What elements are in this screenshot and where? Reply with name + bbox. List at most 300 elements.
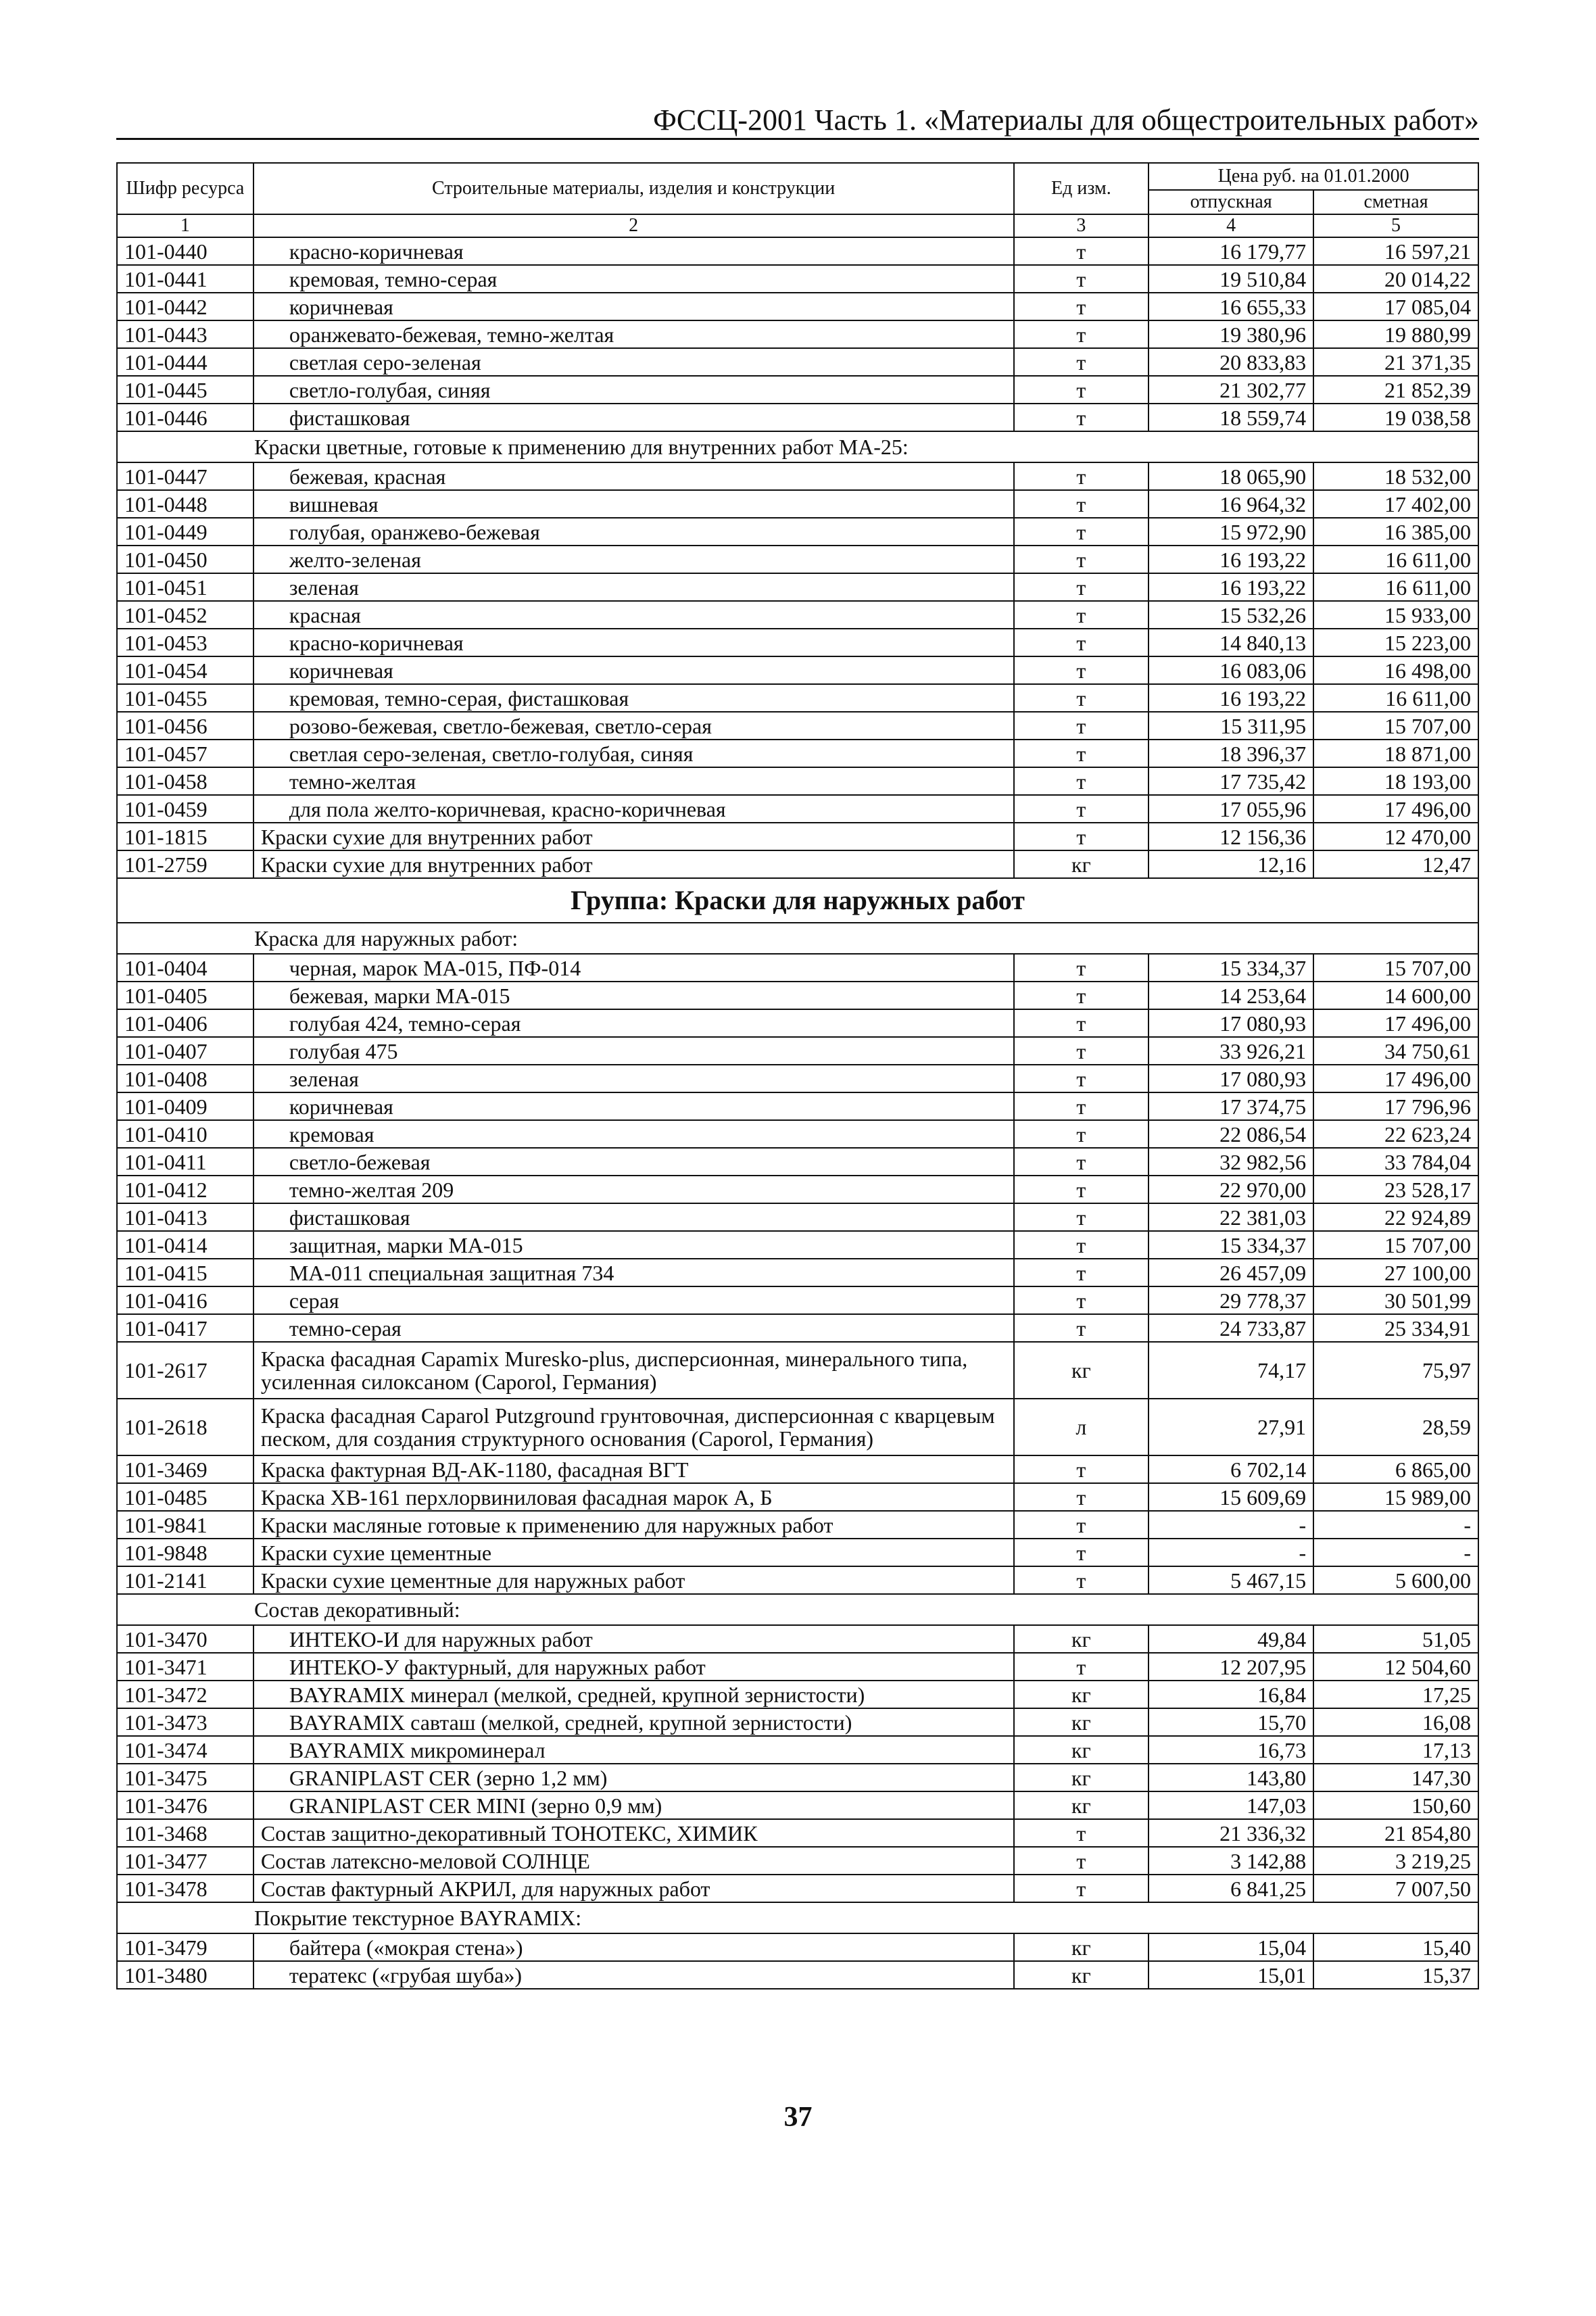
resource-code-cell: 101-0411 xyxy=(117,1148,253,1176)
material-name-cell: кремовая xyxy=(253,1120,1014,1148)
resource-code-cell: 101-0405 xyxy=(117,982,253,1009)
release-price-cell: 15 334,37 xyxy=(1148,954,1313,982)
unit-cell: т xyxy=(1014,546,1149,573)
col-estimate-header: сметная xyxy=(1313,190,1478,214)
material-name-cell: МА-011 специальная защитная 734 xyxy=(253,1259,1014,1286)
resource-code-cell: 101-3469 xyxy=(117,1455,253,1483)
release-price-cell: 12 207,95 xyxy=(1148,1653,1313,1681)
release-price-cell: 17 080,93 xyxy=(1148,1065,1313,1092)
estimate-price-cell: 17,25 xyxy=(1313,1681,1478,1708)
resource-code-cell: 101-0410 xyxy=(117,1120,253,1148)
unit-cell: т xyxy=(1014,1037,1149,1065)
estimate-price-cell: 21 852,39 xyxy=(1313,376,1478,404)
release-price-cell: 32 982,56 xyxy=(1148,1148,1313,1176)
resource-code-cell: 101-0452 xyxy=(117,601,253,629)
section-heading: Краска для наружных работ: xyxy=(117,923,1478,954)
table-row xyxy=(117,265,1478,293)
table-row xyxy=(117,1176,1478,1203)
estimate-price-cell: 17,13 xyxy=(1313,1736,1478,1764)
unit-cell: т xyxy=(1014,767,1149,795)
resource-code-cell: 101-3468 xyxy=(117,1819,253,1847)
table-row xyxy=(117,573,1478,601)
section-heading: Краски цветные, готовые к применению для внутренних работ МА-25: xyxy=(117,431,1478,462)
release-price-cell: 22 381,03 xyxy=(1148,1203,1313,1231)
table-row xyxy=(117,1092,1478,1120)
release-price-cell: 17 735,42 xyxy=(1148,767,1313,795)
release-price-cell: - xyxy=(1148,1539,1313,1566)
estimate-price-cell: 150,60 xyxy=(1313,1791,1478,1819)
table-row xyxy=(117,1875,1478,1902)
unit-cell: т xyxy=(1014,1566,1149,1594)
unit-cell: кг xyxy=(1014,850,1149,878)
release-price-cell: 3 142,88 xyxy=(1148,1847,1313,1875)
release-price-cell: 5 467,15 xyxy=(1148,1566,1313,1594)
release-price-cell: 6 841,25 xyxy=(1148,1875,1313,1902)
material-name-cell: темно-желтая xyxy=(253,767,1014,795)
table-row xyxy=(117,767,1478,795)
release-price-cell: 18 559,74 xyxy=(1148,404,1313,431)
estimate-price-cell: 12 504,60 xyxy=(1313,1653,1478,1681)
section-heading-row xyxy=(117,1594,1478,1625)
unit-cell: т xyxy=(1014,293,1149,320)
material-name-cell: зеленая xyxy=(253,1065,1014,1092)
resource-code-cell: 101-0459 xyxy=(117,795,253,823)
unit-cell: т xyxy=(1014,1314,1149,1342)
estimate-price-cell: 20 014,22 xyxy=(1313,265,1478,293)
unit-cell: т xyxy=(1014,1653,1149,1681)
unit-cell: л xyxy=(1014,1399,1149,1455)
col-price-header: Цена руб. на 01.01.2000 xyxy=(1148,163,1478,190)
estimate-price-cell: 17 496,00 xyxy=(1313,1009,1478,1037)
unit-cell: т xyxy=(1014,1148,1149,1176)
unit-cell: т xyxy=(1014,1203,1149,1231)
release-price-cell: 16,73 xyxy=(1148,1736,1313,1764)
material-name-cell: Краски сухие для внутренних работ xyxy=(253,823,1014,850)
table-row xyxy=(117,1819,1478,1847)
resource-code-cell: 101-0414 xyxy=(117,1231,253,1259)
estimate-price-cell: 16,08 xyxy=(1313,1708,1478,1736)
estimate-price-cell: 21 854,80 xyxy=(1313,1819,1478,1847)
table-row xyxy=(117,1681,1478,1708)
material-name-cell: черная, марок МА-015, ПФ-014 xyxy=(253,954,1014,982)
unit-cell: т xyxy=(1014,1483,1149,1511)
release-price-cell: 16,84 xyxy=(1148,1681,1313,1708)
table-row xyxy=(117,1511,1478,1539)
unit-cell: т xyxy=(1014,1092,1149,1120)
release-price-cell: 19 380,96 xyxy=(1148,320,1313,348)
estimate-price-cell: 23 528,17 xyxy=(1313,1176,1478,1203)
unit-cell: кг xyxy=(1014,1681,1149,1708)
material-name-cell: кремовая, темно-серая, фисташковая xyxy=(253,684,1014,712)
estimate-price-cell: - xyxy=(1313,1511,1478,1539)
table-header xyxy=(117,163,1478,237)
table-row xyxy=(117,629,1478,656)
resource-code-cell: 101-0455 xyxy=(117,684,253,712)
release-price-cell: 18 065,90 xyxy=(1148,462,1313,490)
release-price-cell: 15 334,37 xyxy=(1148,1231,1313,1259)
estimate-price-cell: 18 532,00 xyxy=(1313,462,1478,490)
resource-code-cell: 101-0404 xyxy=(117,954,253,982)
unit-cell: т xyxy=(1014,348,1149,376)
material-name-cell: светло-бежевая xyxy=(253,1148,1014,1176)
release-price-cell: 21 336,32 xyxy=(1148,1819,1313,1847)
release-price-cell: 15 311,95 xyxy=(1148,712,1313,740)
estimate-price-cell: 7 007,50 xyxy=(1313,1875,1478,1902)
unit-cell: т xyxy=(1014,1539,1149,1566)
release-price-cell: 17 080,93 xyxy=(1148,1009,1313,1037)
release-price-cell: 17 055,96 xyxy=(1148,795,1313,823)
resource-code-cell: 101-3472 xyxy=(117,1681,253,1708)
table-row xyxy=(117,546,1478,573)
material-name-cell: фисташковая xyxy=(253,1203,1014,1231)
estimate-price-cell: 17 796,96 xyxy=(1313,1092,1478,1120)
unit-cell: т xyxy=(1014,954,1149,982)
release-price-cell: 16 193,22 xyxy=(1148,573,1313,601)
table-row xyxy=(117,1037,1478,1065)
estimate-price-cell: 16 611,00 xyxy=(1313,546,1478,573)
resource-code-cell: 101-2618 xyxy=(117,1399,253,1455)
estimate-price-cell: 16 597,21 xyxy=(1313,237,1478,265)
section-heading-row xyxy=(117,923,1478,954)
unit-cell: т xyxy=(1014,404,1149,431)
unit-cell: т xyxy=(1014,237,1149,265)
resource-code-cell: 101-0441 xyxy=(117,265,253,293)
table-row xyxy=(117,712,1478,740)
unit-cell: т xyxy=(1014,740,1149,767)
unit-cell: т xyxy=(1014,601,1149,629)
unit-cell: т xyxy=(1014,1009,1149,1037)
table-row xyxy=(117,684,1478,712)
table-row xyxy=(117,954,1478,982)
table-row xyxy=(117,1961,1478,1989)
col-name-header: Строительные материалы, изделия и конструкции xyxy=(253,163,1014,214)
unit-cell: т xyxy=(1014,684,1149,712)
release-price-cell: 12 156,36 xyxy=(1148,823,1313,850)
material-name-cell: BAYRAMIX микроминерал xyxy=(253,1736,1014,1764)
release-price-cell: 16 193,22 xyxy=(1148,684,1313,712)
material-name-cell: темно-желтая 209 xyxy=(253,1176,1014,1203)
material-name-cell: коричневая xyxy=(253,656,1014,684)
estimate-price-cell: 16 385,00 xyxy=(1313,518,1478,546)
table-row xyxy=(117,1539,1478,1566)
estimate-price-cell: 28,59 xyxy=(1313,1399,1478,1455)
material-name-cell: коричневая xyxy=(253,293,1014,320)
table-row xyxy=(117,1566,1478,1594)
estimate-price-cell: 12,47 xyxy=(1313,850,1478,878)
material-name-cell: Краска ХВ-161 перхлорвиниловая фасадная марок А, Б xyxy=(253,1483,1014,1511)
material-name-cell: тератекс («грубая шуба») xyxy=(253,1961,1014,1989)
material-name-cell: розово-бежевая, светло-бежевая, светло-серая xyxy=(253,712,1014,740)
material-name-cell: Состав фактурный АКРИЛ, для наружных работ xyxy=(253,1875,1014,1902)
table-row xyxy=(117,1708,1478,1736)
group-heading: Группа: Краски для наружных работ xyxy=(117,878,1478,923)
release-price-cell: 143,80 xyxy=(1148,1764,1313,1791)
material-name-cell: BAYRAMIX савташ (мелкой, средней, крупной зернистости) xyxy=(253,1708,1014,1736)
resource-code-cell: 101-9848 xyxy=(117,1539,253,1566)
resource-code-cell: 101-0415 xyxy=(117,1259,253,1286)
estimate-price-cell: 15 707,00 xyxy=(1313,1231,1478,1259)
table-row xyxy=(117,376,1478,404)
unit-cell: т xyxy=(1014,629,1149,656)
table-row xyxy=(117,1286,1478,1314)
unit-cell: т xyxy=(1014,518,1149,546)
resource-code-cell: 101-0443 xyxy=(117,320,253,348)
estimate-price-cell: 15,37 xyxy=(1313,1961,1478,1989)
table-row xyxy=(117,1231,1478,1259)
material-name-cell: светлая серо-зеленая, светло-голубая, синяя xyxy=(253,740,1014,767)
material-name-cell: для пола желто-коричневая, красно-коричневая xyxy=(253,795,1014,823)
estimate-price-cell: 21 371,35 xyxy=(1313,348,1478,376)
material-name-cell: темно-серая xyxy=(253,1314,1014,1342)
section-heading-row xyxy=(117,1902,1478,1933)
release-price-cell: 22 970,00 xyxy=(1148,1176,1313,1203)
estimate-price-cell: 18 193,00 xyxy=(1313,767,1478,795)
unit-cell: т xyxy=(1014,265,1149,293)
resource-code-cell: 101-0442 xyxy=(117,293,253,320)
table-row xyxy=(117,823,1478,850)
table-row xyxy=(117,293,1478,320)
release-price-cell: 14 840,13 xyxy=(1148,629,1313,656)
resource-code-cell: 101-3470 xyxy=(117,1625,253,1653)
resource-code-cell: 101-0485 xyxy=(117,1483,253,1511)
table-row xyxy=(117,518,1478,546)
unit-cell: т xyxy=(1014,490,1149,518)
release-price-cell: 27,91 xyxy=(1148,1399,1313,1455)
estimate-price-cell: - xyxy=(1313,1539,1478,1566)
resource-code-cell: 101-2617 xyxy=(117,1342,253,1399)
table-row xyxy=(117,490,1478,518)
release-price-cell: 12,16 xyxy=(1148,850,1313,878)
unit-cell: т xyxy=(1014,823,1149,850)
unit-cell: т xyxy=(1014,712,1149,740)
resource-code-cell: 101-0417 xyxy=(117,1314,253,1342)
material-name-cell: серая xyxy=(253,1286,1014,1314)
table-row xyxy=(117,462,1478,490)
material-name-cell: Краска фасадная Caparol Putzground грунтовочная, дисперсионная с кварцевым песком, для создания структурного основания (Caporol, Германия) xyxy=(253,1399,1014,1455)
estimate-price-cell: 6 865,00 xyxy=(1313,1455,1478,1483)
header-rule xyxy=(116,138,1479,140)
release-price-cell: 16 179,77 xyxy=(1148,237,1313,265)
table-row xyxy=(117,1065,1478,1092)
table-row xyxy=(117,1203,1478,1231)
table-row xyxy=(117,1625,1478,1653)
running-header: ФССЦ-2001 Часть 1. «Материалы для общестроительных работ» xyxy=(653,103,1479,137)
resource-code-cell: 101-0457 xyxy=(117,740,253,767)
resource-code-cell: 101-0456 xyxy=(117,712,253,740)
release-price-cell: 15 972,90 xyxy=(1148,518,1313,546)
resource-code-cell: 101-3478 xyxy=(117,1875,253,1902)
table-row xyxy=(117,1736,1478,1764)
estimate-price-cell: 75,97 xyxy=(1313,1342,1478,1399)
unit-cell: т xyxy=(1014,1847,1149,1875)
release-price-cell: - xyxy=(1148,1511,1313,1539)
resource-code-cell: 101-9841 xyxy=(117,1511,253,1539)
table-row xyxy=(117,1314,1478,1342)
release-price-cell: 74,17 xyxy=(1148,1342,1313,1399)
table-row xyxy=(117,1791,1478,1819)
unit-cell: т xyxy=(1014,656,1149,684)
unit-cell: т xyxy=(1014,1259,1149,1286)
release-price-cell: 18 396,37 xyxy=(1148,740,1313,767)
estimate-price-cell: 3 219,25 xyxy=(1313,1847,1478,1875)
unit-cell: т xyxy=(1014,1455,1149,1483)
table-row xyxy=(117,1120,1478,1148)
material-name-cell: оранжевато-бежевая, темно-желтая xyxy=(253,320,1014,348)
unit-cell: кг xyxy=(1014,1933,1149,1961)
release-price-cell: 15,04 xyxy=(1148,1933,1313,1961)
unit-cell: т xyxy=(1014,1120,1149,1148)
release-price-cell: 15 609,69 xyxy=(1148,1483,1313,1511)
table-row xyxy=(117,348,1478,376)
resource-code-cell: 101-3477 xyxy=(117,1847,253,1875)
table-row xyxy=(117,1148,1478,1176)
material-name-cell: защитная, марки МА-015 xyxy=(253,1231,1014,1259)
material-name-cell: светлая серо-зеленая xyxy=(253,348,1014,376)
section-heading-row xyxy=(117,431,1478,462)
material-name-cell: красно-коричневая xyxy=(253,629,1014,656)
release-price-cell: 16 193,22 xyxy=(1148,546,1313,573)
table-row xyxy=(117,601,1478,629)
resource-code-cell: 101-0450 xyxy=(117,546,253,573)
material-name-cell: кремовая, темно-серая xyxy=(253,265,1014,293)
unit-cell: т xyxy=(1014,1286,1149,1314)
estimate-price-cell: 17 402,00 xyxy=(1313,490,1478,518)
estimate-price-cell: 15 707,00 xyxy=(1313,954,1478,982)
material-name-cell: Состав латексно-меловой СОЛНЦЕ xyxy=(253,1847,1014,1875)
material-name-cell: голубая 475 xyxy=(253,1037,1014,1065)
table-row xyxy=(117,320,1478,348)
material-name-cell: Краски масляные готовые к применению для наружных работ xyxy=(253,1511,1014,1539)
unit-cell: кг xyxy=(1014,1961,1149,1989)
resource-code-cell: 101-3480 xyxy=(117,1961,253,1989)
resource-code-cell: 101-0409 xyxy=(117,1092,253,1120)
estimate-price-cell: 19 038,58 xyxy=(1313,404,1478,431)
resource-code-cell: 101-0447 xyxy=(117,462,253,490)
table-row xyxy=(117,1455,1478,1483)
estimate-price-cell: 17 496,00 xyxy=(1313,795,1478,823)
unit-cell: кг xyxy=(1014,1625,1149,1653)
table-row xyxy=(117,1933,1478,1961)
page-number: 37 xyxy=(783,2102,813,2133)
material-name-cell: ИНТЕКО-И для наружных работ xyxy=(253,1625,1014,1653)
table-row xyxy=(117,1259,1478,1286)
material-name-cell: Краска фактурная ВД-АК-1180, фасадная ВГТ xyxy=(253,1455,1014,1483)
estimate-price-cell: 18 871,00 xyxy=(1313,740,1478,767)
material-name-cell: голубая, оранжево-бежевая xyxy=(253,518,1014,546)
unit-cell: кг xyxy=(1014,1342,1149,1399)
material-name-cell: байтера («мокрая стена») xyxy=(253,1933,1014,1961)
resource-code-cell: 101-3479 xyxy=(117,1933,253,1961)
material-name-cell: Краски сухие для внутренних работ xyxy=(253,850,1014,878)
table-row xyxy=(117,1399,1478,1455)
release-price-cell: 26 457,09 xyxy=(1148,1259,1313,1286)
release-price-cell: 19 510,84 xyxy=(1148,265,1313,293)
release-price-cell: 29 778,37 xyxy=(1148,1286,1313,1314)
release-price-cell: 15 532,26 xyxy=(1148,601,1313,629)
estimate-price-cell: 22 924,89 xyxy=(1313,1203,1478,1231)
unit-cell: т xyxy=(1014,462,1149,490)
estimate-price-cell: 15 989,00 xyxy=(1313,1483,1478,1511)
estimate-price-cell: 16 611,00 xyxy=(1313,573,1478,601)
resource-code-cell: 101-0444 xyxy=(117,348,253,376)
release-price-cell: 20 833,83 xyxy=(1148,348,1313,376)
group-heading-row xyxy=(117,878,1478,923)
unit-cell: т xyxy=(1014,1176,1149,1203)
release-price-cell: 21 302,77 xyxy=(1148,376,1313,404)
table-row xyxy=(117,795,1478,823)
unit-cell: т xyxy=(1014,320,1149,348)
resource-code-cell: 101-0453 xyxy=(117,629,253,656)
resource-code-cell: 101-0412 xyxy=(117,1176,253,1203)
release-price-cell: 16 083,06 xyxy=(1148,656,1313,684)
material-name-cell: красная xyxy=(253,601,1014,629)
section-heading: Состав декоративный: xyxy=(117,1594,1478,1625)
unit-cell: т xyxy=(1014,1231,1149,1259)
table-row xyxy=(117,1342,1478,1399)
col-number: 5 xyxy=(1313,214,1478,237)
release-price-cell: 49,84 xyxy=(1148,1625,1313,1653)
table-row xyxy=(117,1764,1478,1791)
resource-code-cell: 101-2141 xyxy=(117,1566,253,1594)
resource-code-cell: 101-2759 xyxy=(117,850,253,878)
release-price-cell: 16 655,33 xyxy=(1148,293,1313,320)
resource-code-cell: 101-0454 xyxy=(117,656,253,684)
unit-cell: т xyxy=(1014,1819,1149,1847)
material-name-cell: Краски сухие цементные xyxy=(253,1539,1014,1566)
col-release-header: отпускная xyxy=(1148,190,1313,214)
resource-code-cell: 101-0445 xyxy=(117,376,253,404)
estimate-price-cell: 17 496,00 xyxy=(1313,1065,1478,1092)
resource-code-cell: 101-0406 xyxy=(117,1009,253,1037)
estimate-price-cell: 5 600,00 xyxy=(1313,1566,1478,1594)
unit-cell: т xyxy=(1014,376,1149,404)
estimate-price-cell: 16 611,00 xyxy=(1313,684,1478,712)
resource-code-cell: 101-3474 xyxy=(117,1736,253,1764)
table-row xyxy=(117,850,1478,878)
unit-cell: т xyxy=(1014,1875,1149,1902)
estimate-price-cell: 12 470,00 xyxy=(1313,823,1478,850)
estimate-price-cell: 15 707,00 xyxy=(1313,712,1478,740)
material-name-cell: желто-зеленая xyxy=(253,546,1014,573)
unit-cell: т xyxy=(1014,982,1149,1009)
table-row xyxy=(117,1653,1478,1681)
material-name-cell: Краски сухие цементные для наружных работ xyxy=(253,1566,1014,1594)
col-unit-header: Ед изм. xyxy=(1014,163,1149,214)
estimate-price-cell: 27 100,00 xyxy=(1313,1259,1478,1286)
resource-code-cell: 101-3476 xyxy=(117,1791,253,1819)
material-name-cell: Состав защитно-декоративный ТОНОТЕКС, ХИМИК xyxy=(253,1819,1014,1847)
release-price-cell: 17 374,75 xyxy=(1148,1092,1313,1120)
estimate-price-cell: 34 750,61 xyxy=(1313,1037,1478,1065)
release-price-cell: 24 733,87 xyxy=(1148,1314,1313,1342)
col-code-header: Шифр ресурса xyxy=(117,163,253,214)
table-row xyxy=(117,1009,1478,1037)
material-name-cell: бежевая, марки МА-015 xyxy=(253,982,1014,1009)
estimate-price-cell: 17 085,04 xyxy=(1313,293,1478,320)
release-price-cell: 33 926,21 xyxy=(1148,1037,1313,1065)
table-row xyxy=(117,656,1478,684)
resource-code-cell: 101-0458 xyxy=(117,767,253,795)
unit-cell: т xyxy=(1014,795,1149,823)
release-price-cell: 147,03 xyxy=(1148,1791,1313,1819)
resource-code-cell: 101-3475 xyxy=(117,1764,253,1791)
unit-cell: кг xyxy=(1014,1791,1149,1819)
resource-code-cell: 101-0446 xyxy=(117,404,253,431)
resource-code-cell: 101-0451 xyxy=(117,573,253,601)
release-price-cell: 14 253,64 xyxy=(1148,982,1313,1009)
estimate-price-cell: 14 600,00 xyxy=(1313,982,1478,1009)
col-number: 2 xyxy=(253,214,1014,237)
